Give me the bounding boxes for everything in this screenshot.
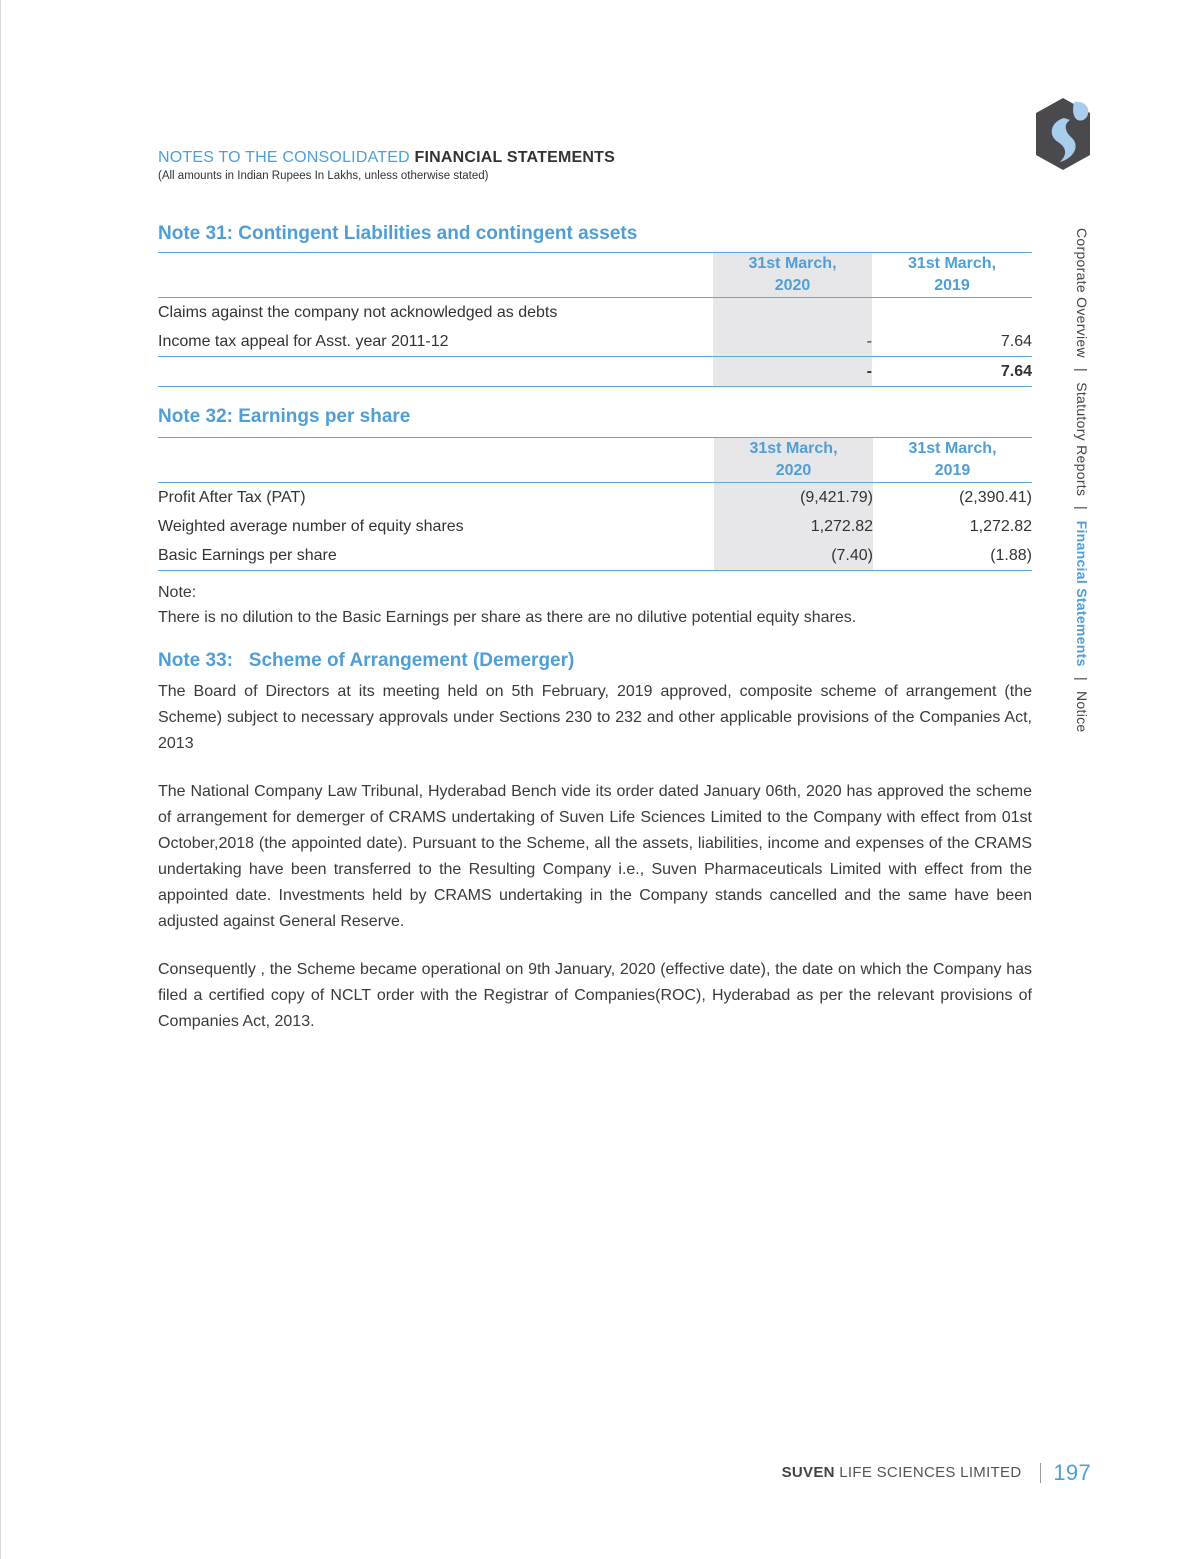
note32-title: Note 32: Earnings per share xyxy=(158,406,411,427)
note32-col-2020: 31st March, 2020 xyxy=(714,438,873,483)
note31-row1-label: Claims against the company not acknowledged as debts xyxy=(158,304,558,321)
note32-row1-label: Profit After Tax (PAT) xyxy=(158,489,306,506)
main-content xyxy=(158,220,1032,1035)
note31-total-v2: 7.64 xyxy=(1000,363,1032,380)
note32-row3-label: Basic Earnings per share xyxy=(158,547,337,564)
note31-row1-v2 xyxy=(872,298,1032,328)
table-row xyxy=(158,512,1032,541)
header-title xyxy=(158,148,858,168)
note31-col-2019: 31st March, 2019 xyxy=(907,255,997,294)
note32-row3-v1: (7.40) xyxy=(714,541,873,571)
side-nav-corporate-overview[interactable]: Corporate Overview xyxy=(1074,228,1090,358)
note31-col-2020: 31st March, 2020 xyxy=(713,253,872,298)
header-subtitle: (All amounts in Indian Rupees In Lakhs, unless otherwise stated) xyxy=(158,170,489,182)
note32-col-2019: 31st March, 2019 xyxy=(908,440,997,479)
company-logo-icon xyxy=(1034,96,1092,172)
note32-row2-label: Weighted average number of equity shares xyxy=(158,518,464,535)
note31-total-v1: - xyxy=(713,357,872,387)
note31-row1-v1 xyxy=(713,298,872,328)
note31-table xyxy=(158,252,1032,387)
note31-header-blank xyxy=(158,253,713,298)
page-footer xyxy=(782,1460,1091,1486)
note32-table xyxy=(158,437,1032,571)
footer-company: LIFE SCIENCES LIMITED xyxy=(839,1463,1022,1481)
page-edge xyxy=(0,0,1,1559)
side-nav-separator: | xyxy=(1074,368,1090,373)
note31-row2-v1: - xyxy=(713,327,872,357)
footer-brand: SUVEN xyxy=(781,1463,835,1481)
note32-note-text: There is no dilution to the Basic Earnings per share as there are no dilutive potential equity shares. xyxy=(158,609,857,626)
note32-row1-v2: (2,390.41) xyxy=(959,489,1032,506)
table-row xyxy=(158,298,1032,328)
note33-para1: The Board of Directors at its meeting held on 5th February, 2019 approved, composite scheme of arrangement (the Scheme) subject to necessary approvals under Sections 230 to 232 and other applicable provisions of the Companies Act, 2013 xyxy=(158,683,1032,752)
table-row xyxy=(158,327,1032,357)
header-title-accent: NOTES TO THE CONSOLIDATED xyxy=(158,149,410,166)
side-nav-financial-statements[interactable]: Financial Statements xyxy=(1074,520,1090,667)
note33-para3: Consequently , the Scheme became operational on 9th January, 2020 (effective date), the date on which the Company has filed a certified copy of NCLT order with the Registrar of Companies(ROC), Hyderabad as per the relevant provisions of Companies Act, 2013. xyxy=(158,961,1032,1030)
side-nav-separator: | xyxy=(1074,506,1090,511)
note33-para2: The National Company Law Tribunal, Hyderabad Bench vide its order dated January 06th, 2020 has approved the scheme of arrangement for demerger of CRAMS undertaking of Suven Life Sciences Limited to the Company with effect from 01st October,2018 (the appointed date). Pursuant to the Scheme, all the assets, liabilities, income and expenses of the CRAMS undertaking have been transferred to the Resulting Company i.e., Suven Pharmaceuticals Limited with effect from the appointed date. Investments held by CRAMS undertaking in the Company stands cancelled and the same have been adjusted against General Reserve. xyxy=(158,783,1032,930)
note33-title: Note 33: Scheme of Arrangement (Demerger) xyxy=(158,650,575,671)
note32-row2-v1: 1,272.82 xyxy=(714,512,873,541)
note31-title: Note 31: Contingent Liabilities and contingent assets xyxy=(158,223,638,244)
footer-divider xyxy=(1040,1463,1041,1483)
side-nav-separator: | xyxy=(1074,676,1090,681)
side-nav xyxy=(1074,228,1090,733)
page-number: 197 xyxy=(1053,1460,1091,1485)
note32-header-blank xyxy=(158,438,714,483)
note32-row1-v1: (9,421.79) xyxy=(714,483,873,513)
table-row-total xyxy=(158,357,1032,387)
note31-row2-label: Income tax appeal for Asst. year 2011-12 xyxy=(158,333,449,350)
note31-total-label xyxy=(158,357,713,387)
header-title-dark: FINANCIAL STATEMENTS xyxy=(414,149,615,166)
page-header xyxy=(158,148,858,182)
note32-row3-v2: (1.88) xyxy=(990,547,1032,564)
table-row xyxy=(158,483,1032,513)
side-nav-statutory-reports[interactable]: Statutory Reports xyxy=(1074,382,1090,497)
note32-note-label: Note: xyxy=(158,584,197,601)
note31-row2-v2: 7.64 xyxy=(1000,333,1032,350)
side-nav-notice[interactable]: Notice xyxy=(1074,691,1090,733)
table-row xyxy=(158,541,1032,571)
note32-row2-v2: 1,272.82 xyxy=(969,518,1032,535)
